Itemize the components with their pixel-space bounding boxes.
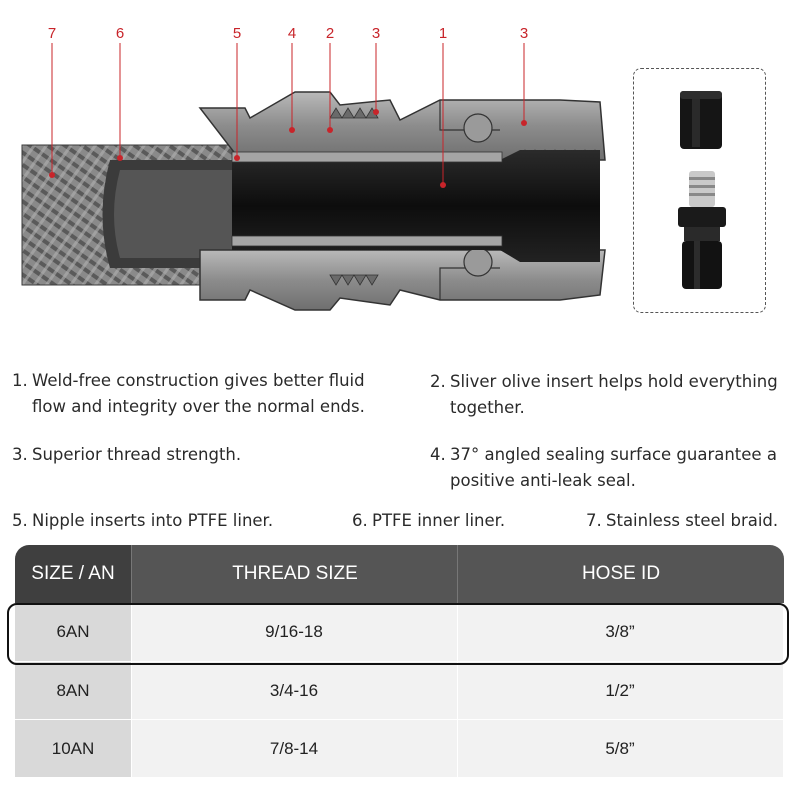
table-cell-thread: 9/16-18 — [131, 603, 457, 661]
table-divider — [15, 719, 783, 720]
highlighted-row-frame — [7, 603, 789, 665]
callout-number: 6 — [115, 25, 125, 42]
inner-bore — [232, 150, 600, 262]
table-cell-thread: 7/8-14 — [131, 720, 457, 777]
feature-text-line: Stainless steel braid. — [606, 511, 779, 530]
feature-text-line: Weld-free construction gives better fluid — [32, 371, 365, 390]
table-header-hose-id: HOSE ID — [457, 545, 784, 603]
feature-text-line: positive anti-leak seal. — [450, 471, 636, 490]
feature-number: 1. — [12, 371, 28, 390]
feature-text-line: Superior thread strength. — [32, 445, 242, 464]
feature-6 — [352, 508, 552, 534]
feature-number: 3. — [12, 445, 28, 464]
feature-number: 2. — [430, 372, 446, 391]
table-cell-size: 8AN — [15, 662, 131, 720]
callout-number: 3 — [519, 25, 529, 42]
table-cell-hose-id: 3/8” — [457, 603, 783, 661]
callout-number: 5 — [232, 25, 242, 42]
feature-text-line: flow and integrity over the normal ends. — [32, 397, 365, 416]
feature-5 — [12, 508, 312, 534]
callout-number: 3 — [371, 25, 381, 42]
table-cell-hose-id: 1/2” — [457, 662, 783, 720]
feature-2 — [430, 369, 800, 421]
feature-number: 5. — [12, 511, 28, 530]
callout-number: 2 — [325, 25, 335, 42]
callout-number: 7 — [47, 25, 57, 42]
feature-3 — [12, 442, 412, 468]
table-cell-size: 10AN — [15, 720, 131, 777]
feature-text-line: Sliver olive insert helps hold everything — [450, 372, 778, 391]
feature-text-line: together. — [450, 398, 525, 417]
fitting-product-icon — [634, 69, 767, 314]
feature-4 — [430, 442, 800, 494]
feature-number: 4. — [430, 445, 446, 464]
callout-number: 4 — [287, 25, 297, 42]
feature-text-line: 37° angled sealing surface guarantee a — [450, 445, 777, 464]
table-cell-size: 6AN — [15, 603, 131, 661]
feature-7 — [586, 508, 800, 534]
feature-1 — [12, 368, 412, 420]
feature-text-line: PTFE inner liner. — [372, 511, 506, 530]
feature-number: 7. — [586, 511, 602, 530]
callout-number: 1 — [438, 25, 448, 42]
feature-text-line: Nipple inserts into PTFE liner. — [32, 511, 274, 530]
table-cell-hose-id: 5/8” — [457, 720, 783, 777]
socket-upper — [200, 92, 605, 160]
feature-number: 6. — [352, 511, 368, 530]
product-inset-image — [633, 68, 766, 313]
table-header-thread-size: THREAD SIZE — [131, 545, 458, 603]
table-cell-thread: 3/4-16 — [131, 662, 457, 720]
table-header-size: SIZE / AN — [15, 545, 131, 603]
size-spec-table — [15, 545, 783, 777]
